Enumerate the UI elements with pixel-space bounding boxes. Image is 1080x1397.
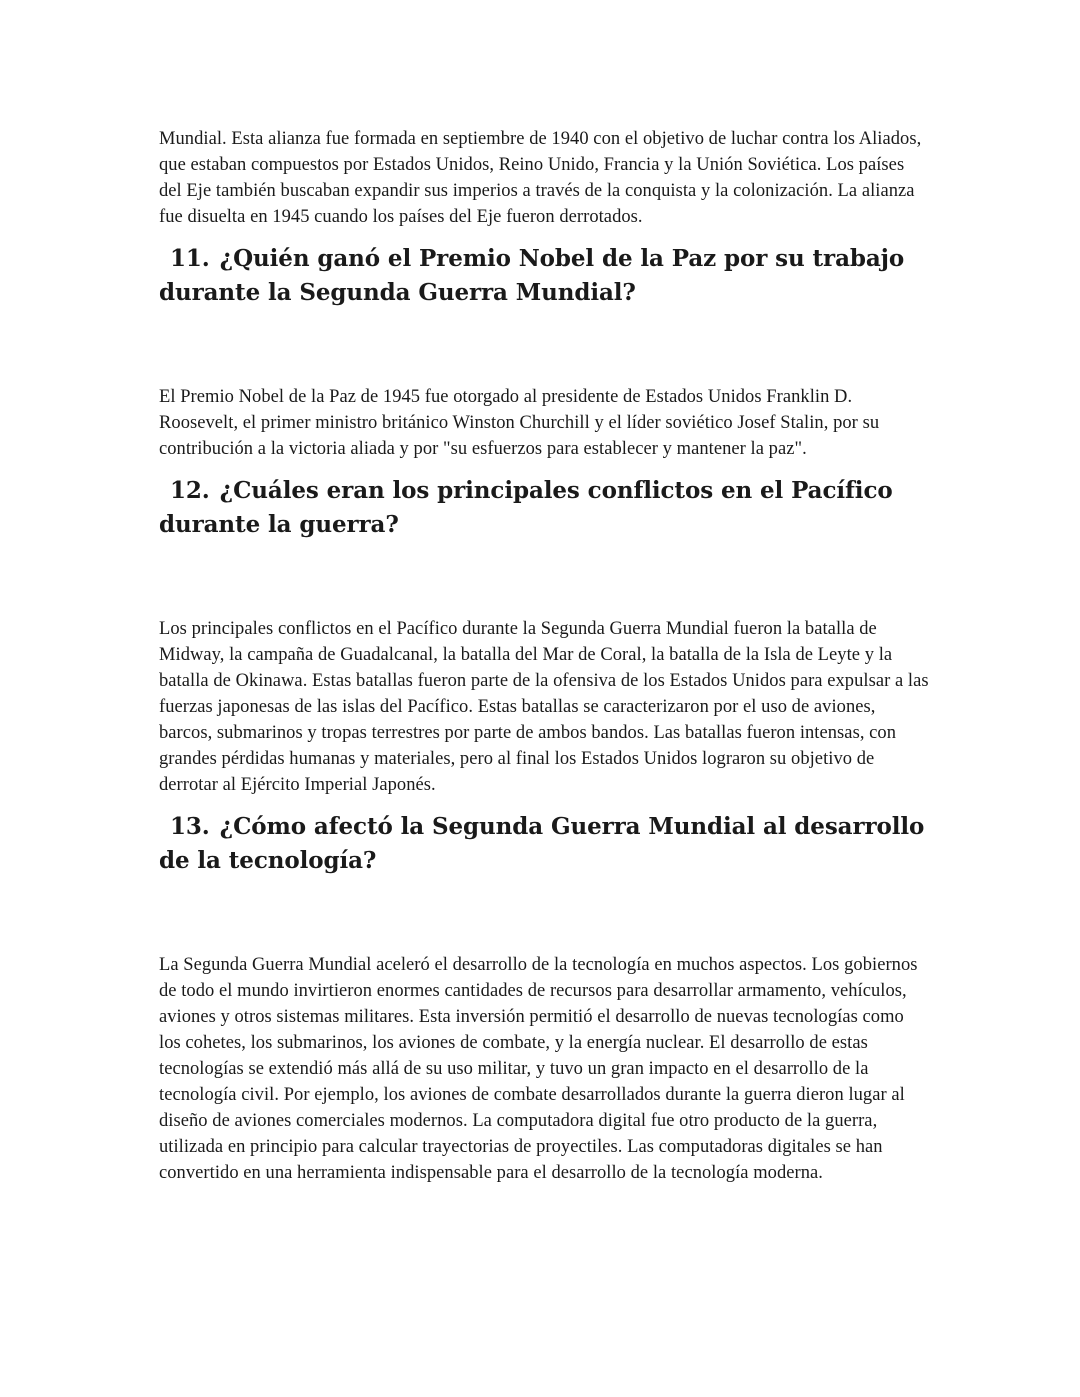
question-12-title: ¿Cuáles eran los principales conflictos en el Pacífico durante la guerra? bbox=[159, 477, 893, 538]
intro-paragraph: Mundial. Esta alianza fue formada en septiembre de 1940 con el objetivo de luchar contra los Aliados, que estaban compuestos por Estados Unidos, Reino Unido, Francia y la Unión Soviética. Los países del Eje también buscaban expandir sus imperios a través de la conquista y la colonización. La alianza fue disuelta en 1945 cuando los países del Eje fueron derrotados. bbox=[159, 129, 922, 227]
question-11-title: ¿Quién ganó el Premio Nobel de la Paz por su trabajo durante la Segunda Guerra Mundial? bbox=[159, 245, 905, 306]
question-11-heading bbox=[159, 242, 929, 310]
question-12-answer: Los principales conflictos en el Pacífico durante la Segunda Guerra Mundial fueron la batalla de Midway, la campaña de Guadalcanal, la batalla del Mar de Coral, la batalla de la Isla de Leyte y la batalla de Okinawa. Estas batallas fueron parte de la ofensiva de los Estados Unidos para expulsar a las fuerzas japonesas de las islas del Pacífico. Estas batallas se caracterizaron por el uso de aviones, barcos, submarinos y tropas terrestres por parte de ambos bandos. Las batallas fueron intensas, con grandes pérdidas humanas y materiales, pero al final los Estados Unidos lograron su objetivo de derrotar al Ejército Imperial Japonés. bbox=[159, 619, 929, 795]
question-11-answer: El Premio Nobel de la Paz de 1945 fue otorgado al presidente de Estados Unidos Franklin D. Roosevelt, el primer ministro británico Winston Churchill y el líder soviético Josef Stalin, por su contribución a la victoria aliada y por "su esfuerzos para establecer y mantener la paz". bbox=[159, 387, 880, 459]
question-12-heading bbox=[159, 474, 929, 542]
question-12-number: 12. bbox=[170, 477, 210, 504]
question-13-number: 13. bbox=[170, 813, 210, 840]
document-page bbox=[159, 126, 929, 1186]
question-13-heading bbox=[159, 810, 929, 878]
question-11-number: 11. bbox=[170, 245, 210, 272]
question-13-answer: La Segunda Guerra Mundial aceleró el desarrollo de la tecnología en muchos aspectos. Los gobiernos de todo el mundo invirtieron enormes cantidades de recursos para desarrollar armamento, vehículos, aviones y otros sistemas militares. Esta inversión permitió el desarrollo de nuevas tecnologías como los cohetes, los submarinos, los aviones de combate, y la energía nuclear. El desarrollo de estas tecnologías se extendió más allá de su uso militar, y tuvo un gran impacto en el desarrollo de la tecnología civil. Por ejemplo, los aviones de combate desarrollados durante la guerra dieron lugar al diseño de aviones comerciales modernos. La computadora digital fue otro producto de la guerra, utilizada en principio para calcular trayectorias de proyectiles. Las computadoras digitales se han convertido en una herramienta indispensable para el desarrollo de la tecnología moderna. bbox=[159, 955, 918, 1183]
question-13-title: ¿Cómo afectó la Segunda Guerra Mundial al desarrollo de la tecnología? bbox=[159, 813, 925, 874]
